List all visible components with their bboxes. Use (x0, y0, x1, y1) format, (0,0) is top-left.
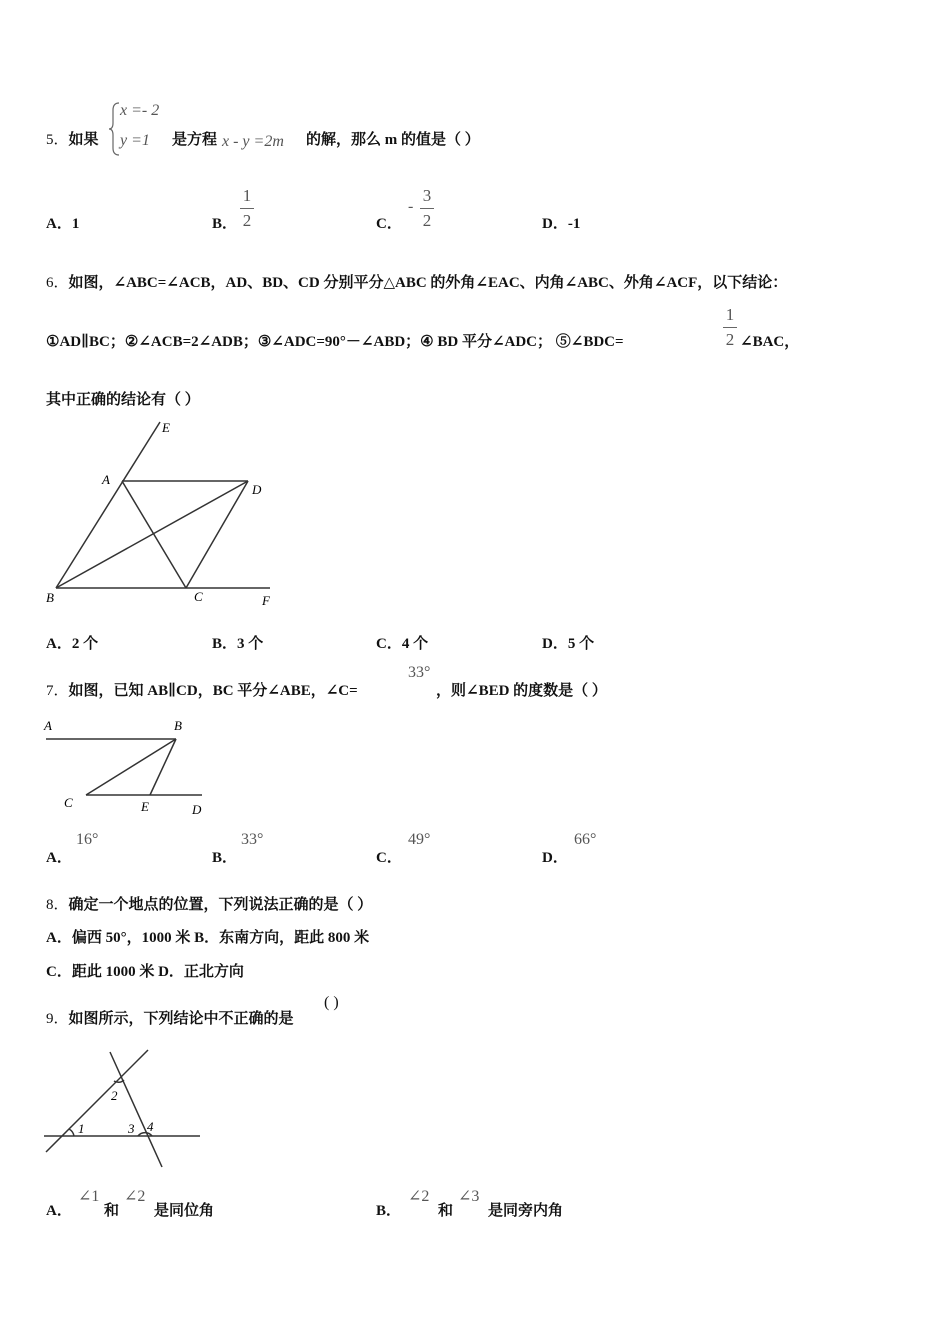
q5-system (108, 100, 178, 158)
q5-option-b-fraction: 1 2 (240, 186, 254, 231)
q7-angle: 33° (408, 664, 431, 681)
system-line-2: y =1 (120, 132, 150, 149)
label-b: B (174, 718, 182, 733)
line-ac (122, 481, 186, 588)
label-d: D (192, 802, 202, 817)
q9-option-b-angle-1: ∠2 (408, 1188, 430, 1205)
q6-option-a: A．2 个 (46, 636, 99, 652)
right-slant-line (110, 1052, 162, 1167)
q9-figure (40, 1044, 210, 1174)
q9-option-b-text: 是同旁内角 (488, 1203, 564, 1219)
q9-option-a-angle-1: ∠1 (78, 1188, 100, 1205)
q6-figure (40, 412, 290, 612)
q6-option-b: B．3 个 (212, 636, 264, 652)
q5-option-a: A．1 (46, 216, 80, 232)
q8-options-line-1: A．偏西 50°，1000 米 B．东南方向，距此 800 米 (46, 930, 370, 946)
q7-option-a-value: 16° (76, 831, 99, 848)
q5-mid: 是方程 (172, 132, 218, 148)
line-dc (186, 481, 248, 588)
label-c: C (64, 795, 73, 810)
q6-option-d: D．5 个 (542, 636, 595, 652)
q7-option-d-letter: D． (542, 850, 568, 866)
q9-option-a-conj: 和 (104, 1203, 120, 1219)
q9-option-a-angle-2: ∠2 (124, 1188, 146, 1205)
q6-conclusion-tail: ∠BAC， (740, 334, 800, 350)
q7-option-d-value: 66° (574, 831, 597, 848)
label-b: B (46, 590, 54, 605)
q7-option-c-value: 49° (408, 831, 431, 848)
label-a: A (44, 718, 52, 733)
label-a: A (102, 472, 110, 487)
q7-tail: ，则∠BED 的度数是（ ） (436, 683, 607, 699)
system-line-1: x =- 2 (120, 102, 160, 119)
angle-arc-2 (114, 1080, 124, 1082)
q9-option-b-letter: B． (376, 1203, 402, 1219)
q7-option-a-letter: A． (46, 850, 72, 866)
q7-figure (40, 714, 220, 818)
label-1: 1 (78, 1121, 85, 1136)
q7-option-b-value: 33° (241, 831, 264, 848)
q6-conclusions: ①AD∥BC；②∠ACB=2∠ADB；③∠ADC=90°－∠ABD；④ BD 平分∠ADC； ⑤∠BDC= (46, 334, 624, 350)
label-d: D (252, 482, 262, 497)
line-bd (56, 481, 248, 588)
q5-option-d: D．-1 (542, 216, 581, 232)
q9-option-b-angle-2: ∠3 (458, 1188, 480, 1205)
q5-option-c-letter: C． (376, 216, 402, 232)
angle-arc-1 (69, 1129, 74, 1136)
label-f: F (262, 593, 270, 608)
q5-option-b-letter: B． (212, 216, 238, 232)
q6-stem: 6．如图，∠ABC=∠ACB，AD、BD、CD 分别平分△ABC 的外角∠EAC、内角∠ABC、外角∠ACF，以下结论： (46, 275, 788, 291)
q9-option-a-text: 是同位角 (154, 1203, 215, 1219)
q7-option-c-letter: C． (376, 850, 402, 866)
q6-ask: 其中正确的结论有（ ） (46, 392, 200, 408)
q8-options-line-2: C．距此 1000 米 D．正北方向 (46, 964, 244, 980)
q7-option-b-letter: B． (212, 850, 238, 866)
label-2: 2 (111, 1088, 118, 1103)
q5-option-c-fraction: 3 2 (420, 186, 434, 231)
q9-stem: 9．如图所示，下列结论中不正确的是 (46, 1011, 294, 1027)
q5-tail: 的解，那么 m 的值是（ ） (306, 132, 480, 148)
q6-option-c: C．4 个 (376, 636, 429, 652)
q8-stem: 8．确定一个地点的位置，下列说法正确的是（ ） (46, 897, 373, 913)
q5-equation: x - y =2m (222, 133, 284, 150)
label-4: 4 (147, 1119, 154, 1134)
label-e: E (141, 799, 149, 814)
q6-fraction: 1 2 (723, 305, 737, 350)
q5-number: 5．如果 (46, 132, 99, 148)
q9-paren: ( ) (324, 994, 339, 1011)
label-c: C (194, 589, 203, 604)
q9-option-b-conj: 和 (438, 1203, 454, 1219)
q9-option-a-letter: A． (46, 1203, 72, 1219)
q7-stem: 7．如图，已知 AB∥CD，BC 平分∠ABE，∠C= (46, 683, 358, 699)
q5-option-c-sign: - (408, 198, 414, 215)
label-e: E (162, 420, 170, 435)
line-be (56, 422, 160, 588)
label-3: 3 (128, 1121, 135, 1136)
